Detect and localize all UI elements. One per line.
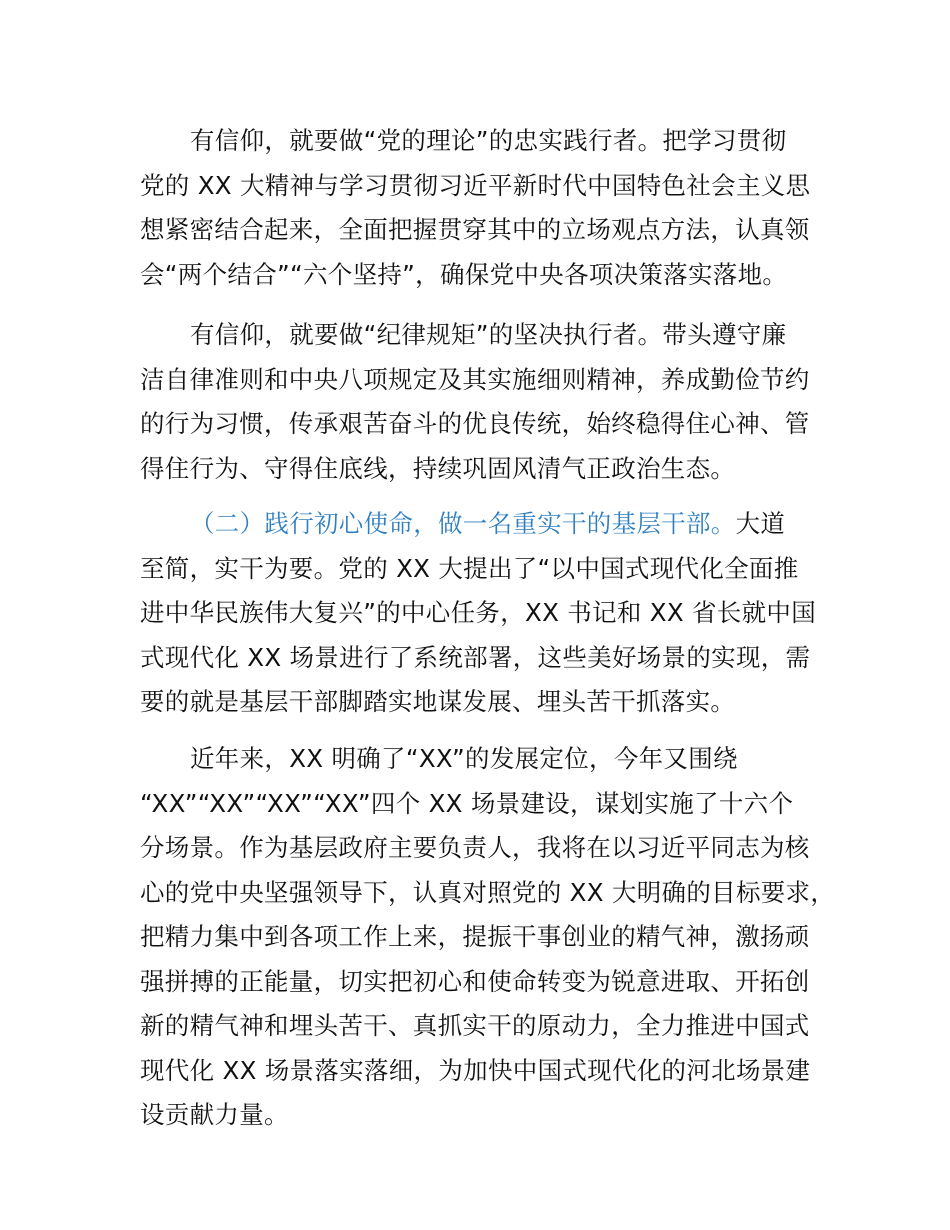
text-line: 强拼搏的正能量，切实把初心和使命转变为锐意进取、开拓创 bbox=[140, 966, 810, 996]
text-line: “XX”“XX”“XX”“XX”四个 XX 场景建设，谋划实施了十六个 bbox=[140, 788, 794, 818]
text-line: 要的就是基层干部脚踏实地谋发展、埋头苦干抓落实。 bbox=[140, 687, 736, 716]
text-line: 心的党中央坚强领导下，认真对照党的 XX 大明确的目标要求， bbox=[140, 877, 836, 907]
text-line: 分场景。作为基层政府主要负责人，我将在以习近平同志为核 bbox=[140, 833, 810, 862]
text-line: 设贡献力量。 bbox=[140, 1100, 289, 1129]
text-line: 得住行为、守得住底线，持续巩固风清气正政治生态。 bbox=[140, 453, 736, 483]
paragraph-faith-discipline bbox=[140, 313, 830, 491]
text-line: 有信仰，就要做“纪律规矩”的坚决执行者。带头遵守廉 bbox=[190, 320, 787, 349]
heading-continuation: 大道 bbox=[735, 509, 786, 538]
section-heading: （二）践行初心使命，做一名重实干的基层干部。 bbox=[190, 509, 736, 538]
text-line: 把精力集中到各项工作上来，提振干事创业的精气神，激扬顽 bbox=[140, 922, 810, 951]
text-line: 进中华民族伟大复兴”的中心任务，XX 书记和 XX 省长就中国 bbox=[140, 598, 816, 627]
text-line: 想紧密结合起来，全面把握贯穿其中的立场观点方法，认真领 bbox=[140, 215, 810, 244]
text-line: 的行为习惯，传承艰苦奋斗的优良传统，始终稳得住心神、管 bbox=[140, 409, 810, 438]
text-line: 至简，实干为要。党的 XX 大提出了“以中国式现代化全面推 bbox=[140, 553, 799, 583]
paragraph-section-two bbox=[140, 502, 830, 725]
text-line: 党的 XX 大精神与学习贯彻习近平新时代中国特色社会主义思 bbox=[140, 170, 811, 200]
text-line: 新的精气神和埋头苦干、真抓实干的原动力，全力推进中国式 bbox=[140, 1011, 810, 1040]
text-line bbox=[140, 502, 830, 547]
text-line: 有信仰，就要做“党的理论”的忠实践行者。把学习贯彻 bbox=[190, 126, 787, 155]
text-line: 会“两个结合”“六个坚持”，确保党中央各项决策落实落地。 bbox=[140, 259, 788, 289]
paragraph-recent-years bbox=[140, 737, 836, 1138]
paragraph-faith-theory bbox=[140, 119, 830, 297]
text-line: 洁自律准则和中央八项规定及其实施细则精神，养成勤俭节约 bbox=[140, 364, 810, 394]
text-line: 现代化 XX 场景落实落细，为加快中国式现代化的河北场景建 bbox=[140, 1055, 811, 1085]
text-line: 式现代化 XX 场景进行了系统部署，这些美好场景的实现，需 bbox=[140, 642, 811, 672]
text-line: 近年来，XX 明确了“XX”的发展定位，今年又围绕 bbox=[190, 744, 738, 773]
